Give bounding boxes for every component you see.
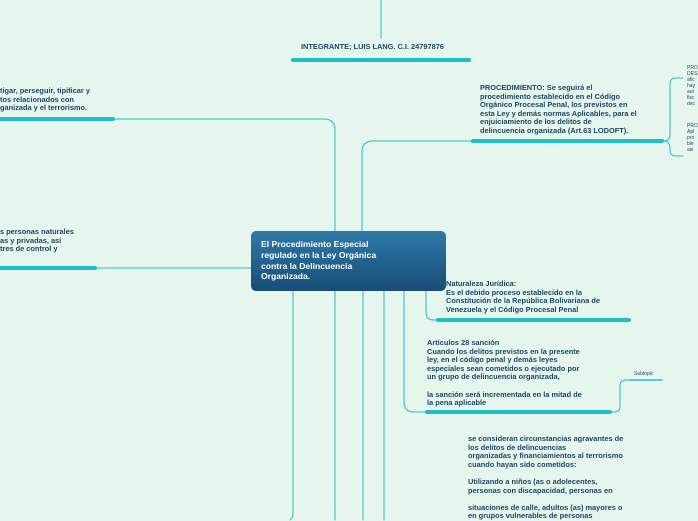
central-topic[interactable]: El Procedimiento Especial regulado en la Ley Orgánica contra la Delincuencia Organizada. [251, 231, 446, 291]
topic-agravantes[interactable]: se consideran circunstancias agravantes de los delitos de delincuencias organizadas y financiamientos al terrorismo cuando hayan sido cometidos: Utilizando a niños (as o adolecentes, personas con discapacidad, personas en situaciones de calle, adultos (as) mayores o en grupos vulnerables de personas [468, 434, 624, 521]
topic-left-mid[interactable]: s personas naturales as y privadas, así tres de control y [0, 227, 74, 254]
connector-procedimiento [362, 141, 472, 231]
connector-edge-right-2 [663, 141, 683, 156]
topic-naturaleza-juridica[interactable]: Naturaleza Jurídica: Es el debido proceso establecido en la Constitución de la República Bolivariana de Venezuela y el Código Procesal Penal [446, 279, 601, 314]
topic-subtopic[interactable]: Subtopic [634, 371, 654, 377]
topic-edge-right-1[interactable]: PRO DES afic hay aut fisc dec [687, 65, 698, 107]
topic-integrante[interactable]: INTEGRANTE; LUIS LANG. C.I. 24797876 [301, 42, 444, 51]
connector-edge-right-1 [663, 78, 683, 141]
connector-down-left-1 [290, 291, 293, 520]
connector-left-top [115, 119, 335, 231]
topic-procedimiento[interactable]: PROCEDIMIENTO: Se seguirá el procedimiento establecido en el Código Orgánico Procesal Penal, los previstos en esta Ley y demás normas Aplicables, para el enjuiciamiento de los delitos de delincuencia organizada (Art.63 LODOFT). [480, 83, 637, 135]
topic-left-top[interactable]: tigar, perseguir, tipificar y tos relacionados con ganizada y el terrorismo. [0, 86, 90, 113]
topic-edge-right-2[interactable]: PRO Apl pro ble asi [687, 123, 698, 153]
connector-subtopic [611, 380, 630, 412]
topic-articulos-sancion[interactable]: Artículos 28 sanción Cuando los delitos previstos en la presente ley, en el código penal y demás leyes especiales sean cometidos o ejecutado por un grupo de delincuencia organizada, la sanción será incrementada en la mitad de la pena aplicable [427, 338, 582, 408]
connector-naturaleza [426, 291, 437, 320]
connector-articulos [404, 291, 426, 412]
